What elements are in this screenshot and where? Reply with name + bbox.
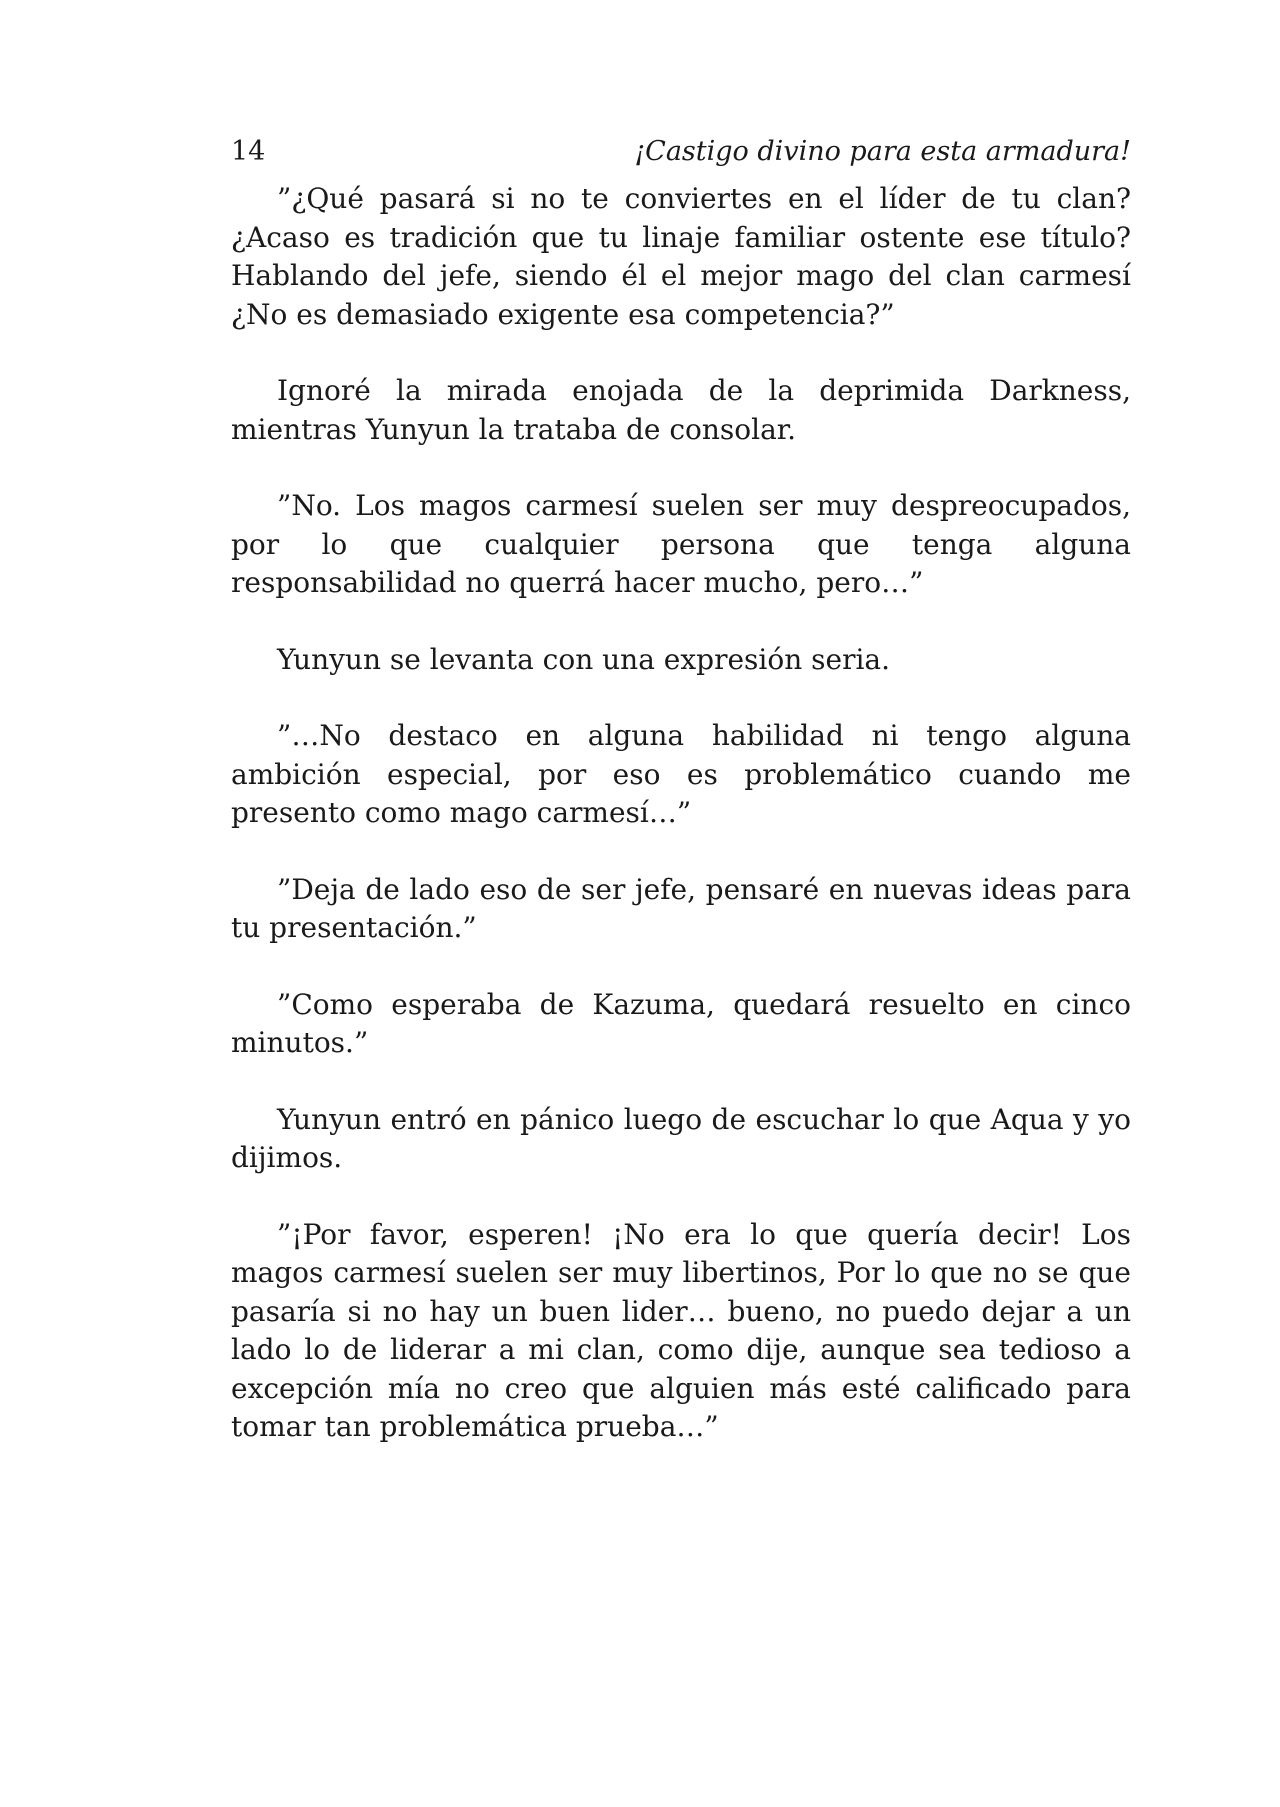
body-text bbox=[231, 180, 1131, 1447]
page-number: 14 bbox=[231, 136, 266, 167]
paragraph: ”Deja de lado eso de ser jefe, pensaré en nuevas ideas para tu presentación.” bbox=[231, 872, 1131, 944]
paragraph: Yunyun se levanta con una expresión seria. bbox=[277, 642, 891, 676]
book-page bbox=[231, 120, 1131, 1485]
paragraph: ”…No destaco en alguna habilidad ni tengo alguna ambición especial, por eso es problemático cuando me presento como mago carmesí…” bbox=[231, 719, 1131, 829]
running-header bbox=[231, 120, 1131, 180]
book-title: ¡Castigo divino para esta armadura! bbox=[634, 136, 1131, 167]
paragraph: ”¡Por favor, esperen! ¡No era lo que quería decir! Los magos carmesí suelen ser muy libertinos, Por lo que no se que pasaría si no hay un buen lider… bueno, no puedo dejar a un lado lo de liderar a mi clan, como dije, aunque sea tedioso a excepción mía no creo que alguien más esté calificado para tomar tan problemática prueba…” bbox=[231, 1217, 1131, 1443]
paragraph: Yunyun entró en pánico luego de escuchar lo que Aqua y yo dijimos. bbox=[231, 1102, 1131, 1174]
paragraph: ”¿Qué pasará si no te conviertes en el líder de tu clan? ¿Acaso es tradición que tu linaje familiar ostente ese título? Hablando del jefe, siendo él el mejor mago del clan carmesí ¿No es demasiado exigente esa competencia?” bbox=[231, 182, 1131, 331]
paragraph: ”No. Los magos carmesí suelen ser muy despreocupados, por lo que cualquier persona que tenga alguna responsabilidad no querrá hacer mucho, pero…” bbox=[231, 489, 1131, 599]
paragraph: ”Como esperaba de Kazuma, quedará resuelto en cinco minutos.” bbox=[231, 987, 1131, 1059]
paragraph: Ignoré la mirada enojada de la deprimida Darkness, mientras Yunyun la trataba de consolar. bbox=[231, 374, 1131, 446]
